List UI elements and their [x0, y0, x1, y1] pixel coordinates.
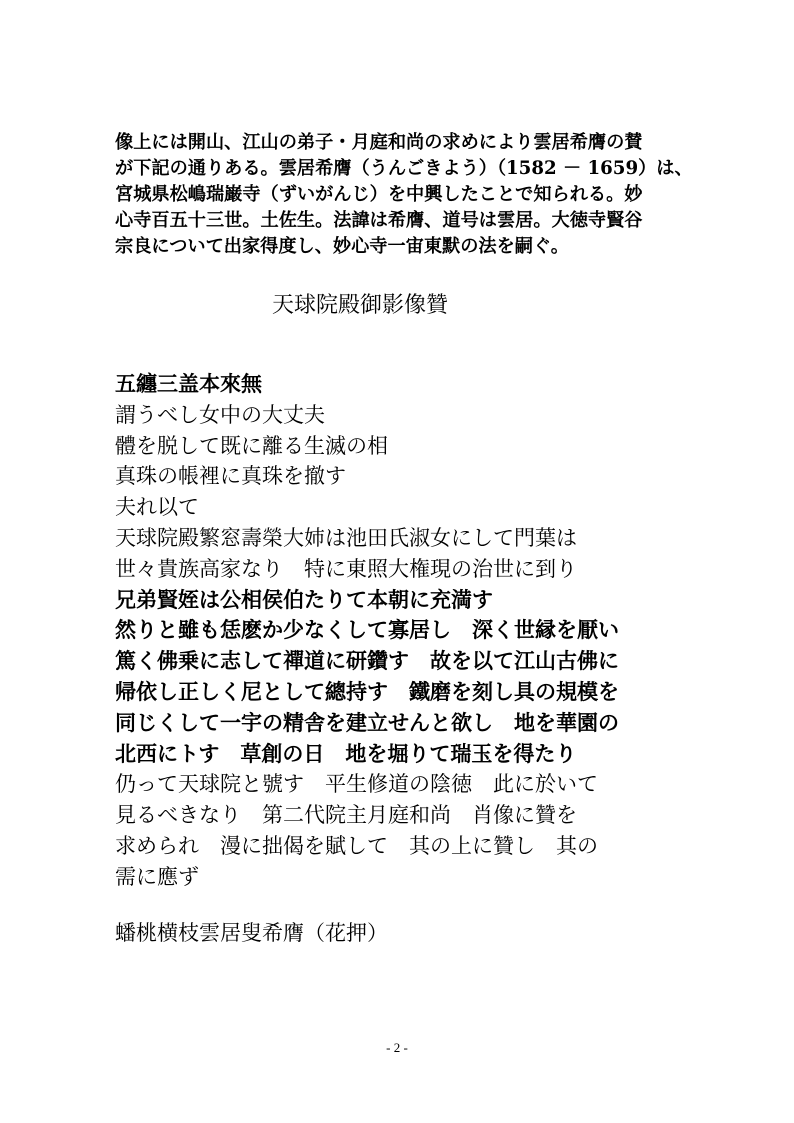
verse-line: 求められ 漫に拙偈を賦して 其の上に贊し 其の: [115, 833, 598, 858]
intro-paragraph: [115, 130, 693, 260]
verse-line: 同じくして一宇の精舎を建立せんと欲し 地を華園の: [115, 710, 619, 735]
intro-line: 心寺百五十三世。土佐生。法諱は希膺、道号は雲居。大徳寺賢谷: [115, 210, 643, 231]
verse-line: 篤く佛乗に志して禪道に研鑽す 故を以て江山古佛に: [115, 649, 619, 674]
verse-line: 需に應ず: [115, 864, 199, 889]
signature: 蟠桃横枝雲居叟希膺（花押）: [115, 921, 388, 945]
verse-line: 夫れ以て: [115, 495, 199, 520]
intro-line: 宗良について出家得度し、妙心寺一宙東默の法を嗣ぐ。: [115, 236, 569, 257]
verse-line: 世々貴族高家なり 特に東照大権現の治世に到り: [115, 556, 577, 581]
verse-line: 真珠の帳裡に真珠を撤す: [115, 464, 346, 489]
verse-line: 天球院殿繁窓壽榮大姉は池田氏淑女にして門葉は: [115, 525, 577, 550]
verse-line: 兄弟賢姪は公相侯伯たりて本朝に充満す: [115, 587, 493, 612]
intro-line: が下記の通りある。雲居希膺（うんごきよう）（1582 － 1659）は、: [115, 158, 693, 179]
section-title: 天球院殿御影像贊: [272, 293, 449, 318]
verse-line: 體を脱して既に離る生滅の相: [115, 433, 388, 458]
verse-line: 謂うべし女中の大丈夫: [115, 402, 325, 427]
verse-line: 然りと雖も恁麽か少なくして寡居し 深く世縁を厭い: [115, 618, 619, 643]
verse-line: 見るべきなり 第二代院主月庭和尚 肖像に贊を: [115, 803, 577, 828]
intro-line: 像上には開山、江山の弟子・月庭和尚の求めにより雲居希膺の賛: [115, 132, 643, 153]
verse-line: 仍って天球院と號す 平生修道の陰徳 此に於いて: [115, 772, 598, 797]
verse-line: 帰依し正しく尼として總持す 鐵磨を刻し具の規模を: [115, 679, 619, 704]
verse-line: 北西にトす 草創の日 地を堀りて瑞玉を得たり: [115, 741, 577, 766]
verse-line: 五纏三盖本來無: [115, 371, 262, 396]
eulogy-text: [115, 369, 715, 893]
intro-line: 宮城県松嶋瑞巌寺（ずいがんじ）を中興したことで知られる。妙: [115, 184, 643, 205]
page-number: - 2 -: [386, 1040, 408, 1055]
